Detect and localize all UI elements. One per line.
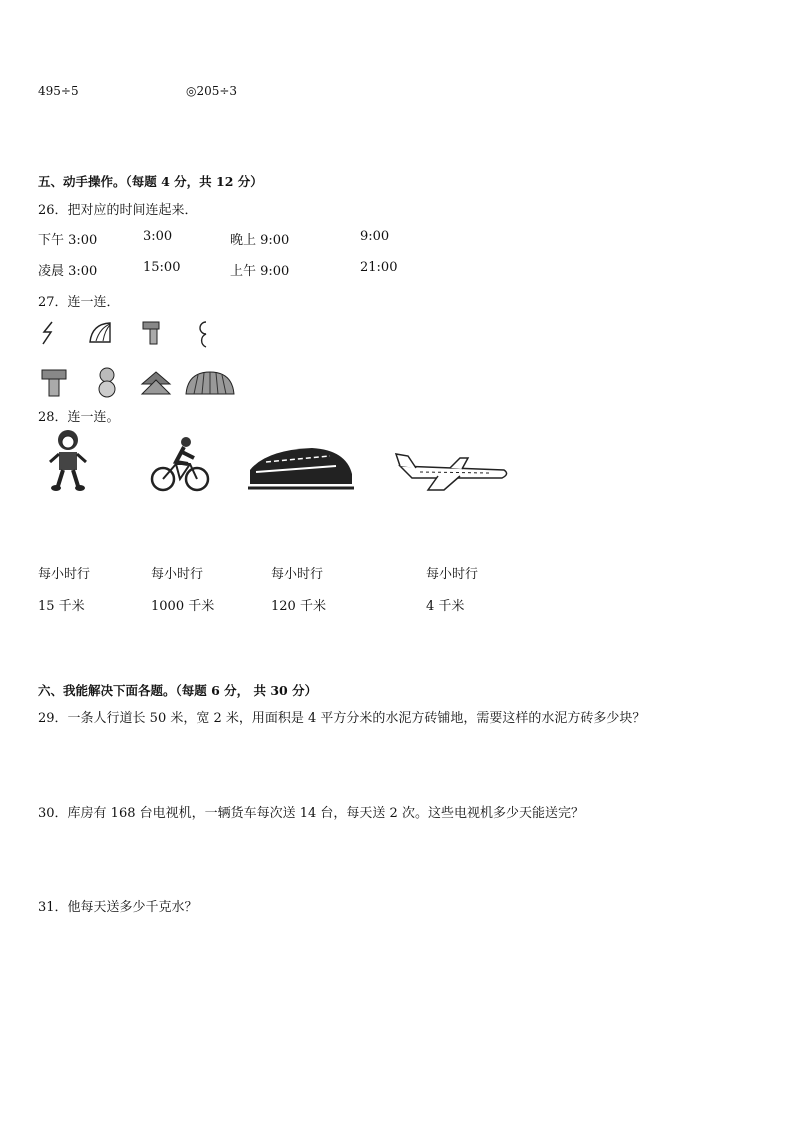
airplane-icon: [394, 452, 510, 492]
section5-title: 五、动手操作。（每题 4 分，共 12 分）: [38, 174, 263, 189]
q26-r2-c1: 凌晨 3:00: [38, 264, 98, 279]
snowman-icon: [95, 366, 119, 398]
q26-r1-c4: 9:00: [360, 229, 390, 244]
q31-text: 31．他每天送多少千克水？: [38, 900, 198, 915]
q26-r1-c2: 3:00: [143, 229, 173, 244]
speed-label-2: 每小时行: [151, 567, 204, 582]
mushroom-half-icon: [140, 320, 162, 346]
speed-value-1: 15 千米: [38, 599, 85, 614]
bullet-train-icon: [246, 444, 356, 492]
calc-right: ◎205÷3: [186, 84, 238, 98]
section6-title: 六、我能解决下面各题。（每题 6 分， 共 30 分）: [38, 683, 318, 698]
q26-r2-c4: 21:00: [360, 260, 398, 275]
lightning-half-icon: [38, 320, 60, 346]
figure-eight-half-icon: [194, 320, 210, 348]
speed-label-1: 每小时行: [38, 567, 91, 582]
speed-value-3: 120 千米: [271, 599, 326, 614]
calc-left: 495÷5: [38, 84, 79, 98]
speed-value-2: 1000 千米: [151, 599, 215, 614]
q26-r1-c3: 晚上 9:00: [230, 233, 290, 248]
q26-prompt: 26．把对应的时间连起来．: [38, 203, 198, 218]
triangle-stack-icon: [140, 370, 172, 396]
q27-prompt: 27．连一连．: [38, 295, 120, 310]
umbrella-icon: [184, 370, 236, 396]
q28-prompt: 28．连一连。: [38, 410, 120, 425]
speed-label-3: 每小时行: [271, 567, 324, 582]
q30-text: 30．库房有 168 台电视机，一辆货车每次送 14 台，每天送 2 次。这些电视机多少天能送完？: [38, 806, 584, 821]
walking-child-icon: [46, 428, 90, 492]
mushroom-icon: [40, 368, 68, 398]
speed-value-4: 4 千米: [426, 599, 465, 614]
cyclist-icon: [150, 434, 210, 494]
q29-text: 29．一条人行道长 50 米，宽 2 米，用面积是 4 平方分米的水泥方砖铺地，需要这样的水泥方砖多少块？: [38, 711, 646, 726]
q26-r2-c2: 15:00: [143, 260, 181, 275]
umbrella-half-icon: [88, 320, 114, 344]
speed-label-4: 每小时行: [426, 567, 479, 582]
q26-r2-c3: 上午 9:00: [230, 264, 290, 279]
q26-r1-c1: 下午 3:00: [38, 233, 98, 248]
